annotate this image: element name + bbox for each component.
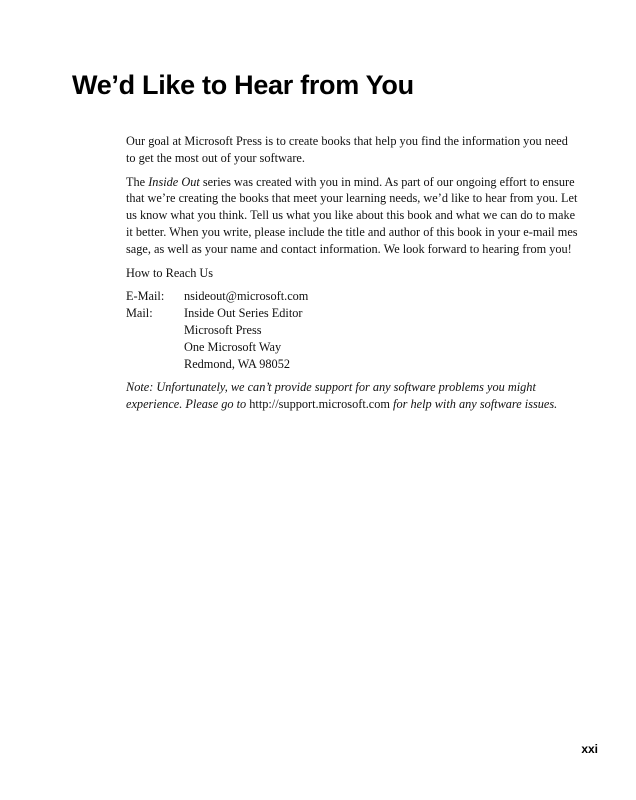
series-name: Inside Out — [148, 174, 200, 189]
mail-label: Mail: — [126, 306, 153, 321]
mail-address-line: Microsoft Press — [184, 322, 262, 337]
series-paragraph-prefix: The — [126, 174, 149, 189]
mail-address-line: Redmond, WA 98052 — [184, 356, 291, 371]
page-number: xxi — [581, 742, 598, 756]
support-note-text: Note: Unfortunately, we can’t provide support for any software problems you might experience. Please go to — [126, 380, 536, 412]
support-note-end: for help with any software issues. — [389, 397, 558, 412]
mail-address — [184, 305, 578, 372]
intro-paragraph: Our goal at Microsoft Press is to create books that help you find the information you need to get the most out of your software. — [126, 134, 568, 165]
support-note — [126, 379, 578, 413]
reach-heading: How to Reach Us — [126, 265, 214, 280]
mail-address-line: One Microsoft Way — [184, 339, 282, 354]
page-title: We’d Like to Hear from You — [72, 70, 414, 100]
series-paragraph-text: series was created with you in mind. As part of our ongoing effort to ensure that we’re creating the books that meet your learning needs, we’d like to hear from you. Let us know what you think. Tell us what you like about this book and what we can do to make it better. When you write, please include the title and author of this book in your e-mail mes sage, as well as your name and contact information. We look forward to hearing from you! — [126, 174, 578, 256]
support-url[interactable]: http://support.microsoft.com — [249, 397, 390, 412]
email-address[interactable]: nsideout@microsoft.com — [184, 289, 309, 304]
contact-block — [126, 288, 578, 372]
mail-address-line: Inside Out Series Editor — [184, 306, 303, 321]
email-label: E-Mail: — [126, 289, 165, 304]
series-paragraph — [126, 174, 578, 258]
body-content — [126, 133, 578, 420]
